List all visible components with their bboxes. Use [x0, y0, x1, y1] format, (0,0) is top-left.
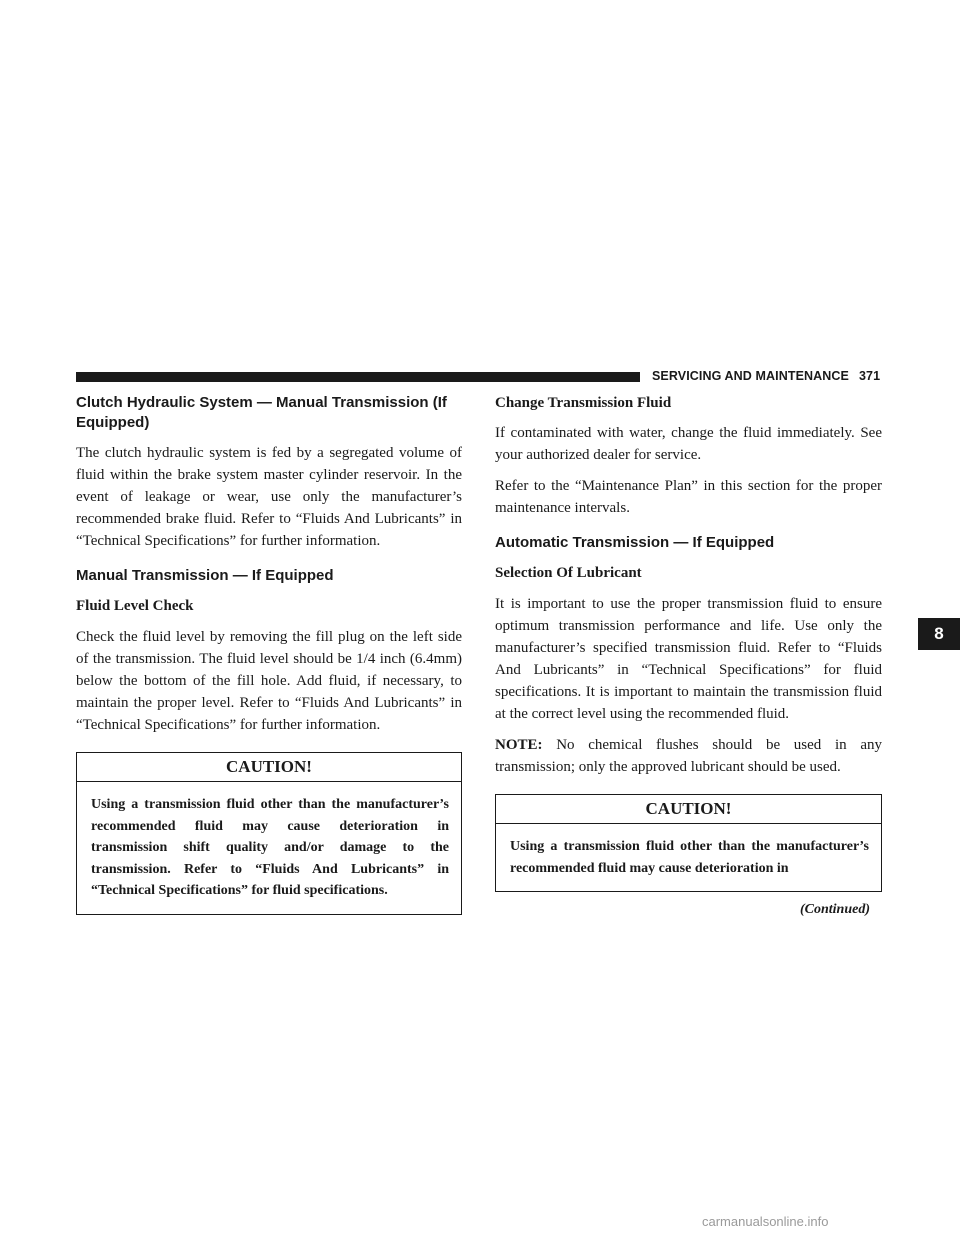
note-label: NOTE:	[495, 737, 543, 753]
heading-change-transmission-fluid: Change Transmission Fluid	[495, 395, 672, 411]
caution-text: Using a transmission fluid other than the manufacturer’s recommended fluid may cause deterioration in transmission shift quality and/or damage to the transmission. Refer to “Fluids And Lubricants” in “Technical Specifications” for fluid specifications.	[91, 797, 449, 898]
page-number: 371	[858, 369, 881, 383]
caution-box	[76, 752, 462, 915]
paragraph-lubricant: It is important to use the proper transmission fluid to ensure optimum transmission performance and life. Use only the manufacturer’s specified transmission fluid. Refer to “Fluids And Lubricants” in “Technical Specifications” for fluid specifications. It is important to maintain the transmission fluid at the correct level using the recommended fluid.	[495, 596, 882, 722]
heading-automatic-transmission: Automatic Transmission — If Equipped	[495, 534, 775, 551]
chapter-tab: 8	[918, 618, 960, 650]
header-rule	[76, 372, 640, 382]
caution-box-continued	[495, 794, 882, 892]
left-column	[76, 393, 462, 915]
heading-manual-transmission: Manual Transmission — If Equipped	[76, 567, 334, 584]
heading-selection-of-lubricant: Selection Of Lubricant	[495, 565, 642, 581]
heading-fluid-level-check: Fluid Level Check	[76, 598, 194, 614]
caution-title: CAUTION!	[77, 753, 461, 782]
section-title: SERVICING AND MAINTENANCE	[652, 369, 849, 383]
heading-clutch-hydraulic: Clutch Hydraulic System — Manual Transmission (If Equipped)	[76, 394, 447, 431]
note-paragraph	[495, 734, 882, 778]
watermark: carmanualsonline.info	[702, 1214, 829, 1229]
paragraph-maintenance-plan: Refer to the “Maintenance Plan” in this section for the proper maintenance intervals.	[495, 478, 882, 516]
paragraph-fluid-level-check: Check the fluid level by removing the fill plug on the left side of the transmission. The fluid level should be 1/4 inch (6.4mm) below the bottom of the fill hole. Add fluid, if necessary, to maintain the proper level. Refer to “Fluids And Lubricants” in “Technical Specifications” for further information.	[76, 629, 462, 733]
caution-text: Using a transmission fluid other than the manufacturer’s recommended fluid may cause deterioration in	[510, 839, 869, 876]
caution-title: CAUTION!	[496, 795, 881, 824]
continued-label: (Continued)	[799, 902, 870, 917]
note-text: No chemical flushes should be used in any transmission; only the approved lubricant should be used.	[495, 737, 882, 775]
right-column	[495, 393, 882, 918]
paragraph-change-fluid: If contaminated with water, change the fluid immediately. See your authorized dealer for service.	[495, 425, 882, 463]
running-header	[652, 369, 880, 383]
paragraph-clutch-hydraulic: The clutch hydraulic system is fed by a segregated volume of fluid within the brake system master cylinder reservoir. In the event of leakage or wear, use only the manufacturer’s recommended brake fluid. Refer to “Fluids And Lubricants” in “Technical Specifications” for further information.	[76, 445, 462, 549]
